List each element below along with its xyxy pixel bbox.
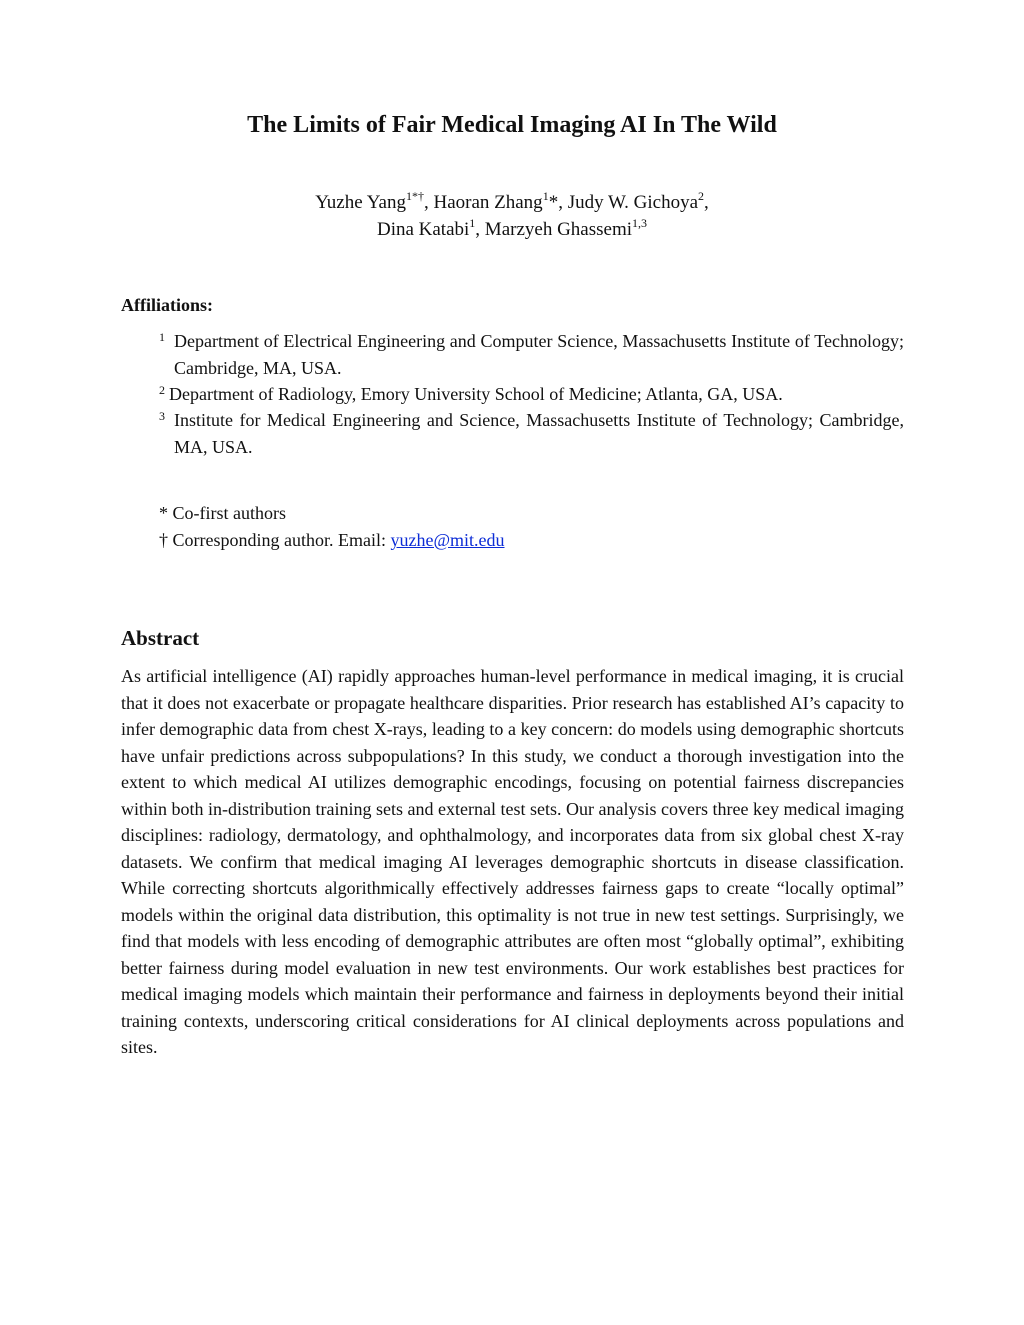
author-separator: ,: [704, 192, 709, 213]
affiliation-number: 2: [159, 383, 165, 397]
author-name: Marzyeh Ghassemi: [484, 219, 633, 240]
author-affiliation-mark: 1,3: [632, 215, 648, 230]
author-line-1: [0, 189, 1024, 216]
author-separator: *,: [548, 192, 568, 213]
abstract-heading: Abstract: [121, 626, 200, 650]
affiliation-number: 1: [159, 330, 165, 344]
author-separator: ,: [423, 192, 434, 213]
author-line-2: [0, 216, 1024, 243]
author-name: Haoran Zhang: [433, 192, 543, 213]
affiliation-text: Department of Radiology, Emory University School of Medicine; Atlanta, GA, USA.: [169, 384, 783, 404]
author-affiliation-mark: 1*†: [405, 188, 424, 203]
author-name: Judy W. Gichoya: [567, 192, 699, 213]
co-first-note: * Co-first authors: [159, 503, 286, 523]
paper-title: The Limits of Fair Medical Imaging AI In The Wild: [247, 112, 777, 138]
affiliation-text: Institute for Medical Engineering and Science, Massachusetts Institute of Technology; Cambridge, MA, USA.: [174, 410, 904, 457]
author-affiliation-mark: 1: [542, 188, 549, 203]
affiliation-item: [121, 381, 904, 408]
abstract-body: As artificial intelligence (AI) rapidly approaches human-level performance in medical imaging, it is crucial that it does not exacerbate or propagate healthcare disparities. Prior research has established AI’s capacity to infer demographic data from chest X-rays, leading to a key concern: do models using demographic shortcuts have unfair predictions across subpopulations? In this study, we conduct a thorough investigation into the extent to which medical AI utilizes demographic encodings, focusing on potential fairness discrepancies within both in-distribution training sets and external test sets. Our analysis covers three key medical imaging disciplines: radiology, dermatology, and ophthalmology, and incorporates data from six global chest X-ray datasets. We confirm that medical imaging AI leverages demographic shortcuts in disease classification. While correcting shortcuts algorithmically effectively addresses fairness gaps to create “locally optimal” models within the original data distribution, this optimality is not true in new test settings. Surprisingly, we find that models with less encoding of demographic attributes are often most “globally optimal”, exhibiting better fairness during model evaluation in new test environments. Our work establishes best practices for medical imaging models which maintain their performance and fairness in deployments beyond their initial training contexts, underscoring critical considerations for AI clinical deployments across populations and sites.: [121, 666, 904, 1057]
author-affiliation-mark: 1: [469, 215, 476, 230]
author-name: Dina Katabi: [376, 219, 470, 240]
corresponding-label: † Corresponding author. Email:: [159, 530, 391, 550]
affiliation-number: 3: [159, 409, 165, 423]
author-list: [0, 189, 1024, 243]
affiliation-item: [121, 407, 904, 460]
affiliation-item: [121, 328, 904, 381]
corresponding-note: [159, 527, 505, 554]
affiliations-heading: Affiliations:: [121, 295, 213, 315]
author-name: Yuzhe Yang: [315, 192, 406, 213]
author-separator: ,: [475, 219, 485, 240]
affiliation-text: Department of Electrical Engineering and Computer Science, Massachusetts Institute of Technology; Cambridge, MA, USA.: [174, 331, 904, 378]
author-affiliation-mark: 2: [698, 188, 705, 203]
email-link[interactable]: yuzhe@mit.edu: [390, 530, 505, 550]
